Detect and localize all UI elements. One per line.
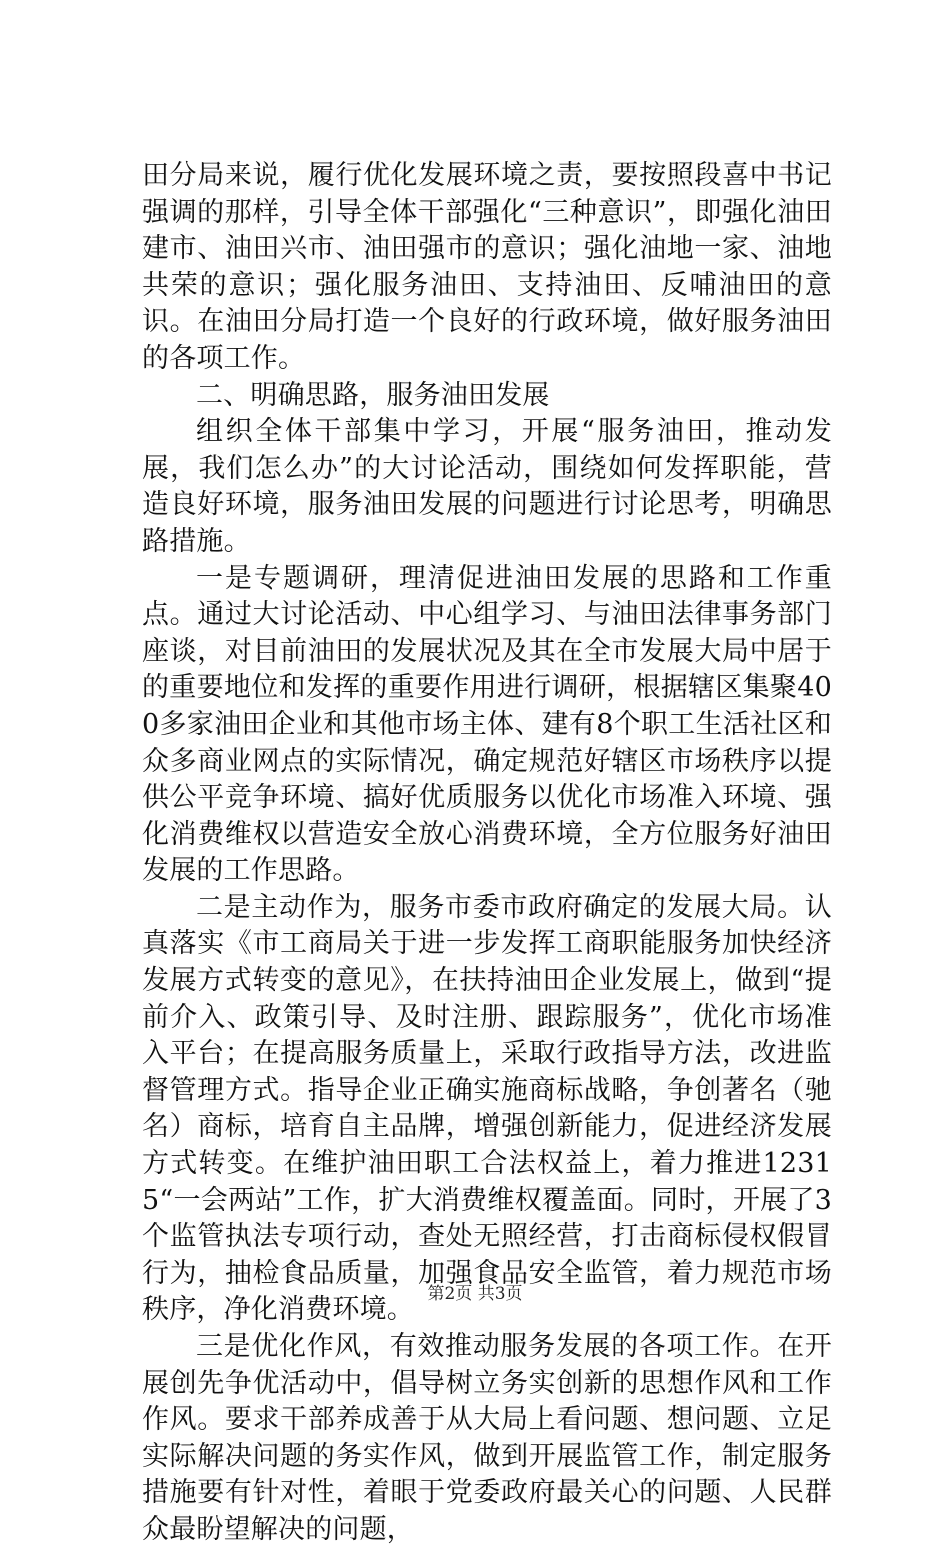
paragraph-3: 一是专题调研，理清促进油田发展的思路和工作重点。通过大讨论活动、中心组学习、与油田法律事务部门座谈，对目前油田的发展状况及其在全市发展大局中居于的重要地位和发挥的重要作用进行调研，根据辖区集聚400多家油田企业和其他市场主体、建有8个职工生活社区和众多商业网点的实际情况，确定规范好辖区市场秩序以提供公平竞争环境、搞好优质服务以优化市场准入环境、强化消费维权以营造安全放心消费环境，全方位服务好油田发展的工作思路。 (142, 562, 832, 887)
paragraph-1: 田分局来说，履行优化发展环境之责，要按照段喜中书记强调的那样，引导全体干部强化“三种意识”，即强化油田建市、油田兴市、油田强市的意识；强化油地一家、油地共荣的意识；强化服务油田、支持油田、反哺油田的意识。在油田分局打造一个良好的行政环境，做好服务油田的各项工作。 (142, 160, 832, 374)
document-body (142, 158, 832, 1549)
paragraph-5: 三是优化作风，有效推动服务发展的各项工作。在开展创先争优活动中，倡导树立务实创新的思想作风和工作作风。要求干部养成善于从大局上看问题、想问题、立足实际解决问题的务实作风，做到开展监管工作，制定服务措施要有针对性，着眼于党委政府最关心的问题、人民群众最盼望解决的问题， (142, 1331, 832, 1545)
paragraph-4: 二是主动作为，服务市委市政府确定的发展大局。认真落实《市工商局关于进一步发挥工商职能服务加快经济发展方式转变的意见》，在扶持油田企业发展上，做到“提前介入、政策引导、及时注册、跟踪服务”，优化市场准入平台；在提高服务质量上，采取行政指导方法，改进监督管理方式。指导企业正确实施商标战略，争创著名（驰名）商标，培育自主品牌，增强创新能力，促进经济发展方式转变。在维护油田职工合法权益上，着力推进12315“一会两站”工作，扩大消费维权覆盖面。同时，开展了3个监管执法专项行动，查处无照经营，打击商标侵权假冒行为，抽检食品质量，加强食品安全监管，着力规范市场秩序，净化消费环境。 (142, 891, 832, 1326)
paragraph-2: 组织全体干部集中学习，开展“服务油田，推动发展，我们怎么办”的大讨论活动，围绕如何发挥职能，营造良好环境，服务油田发展的问题进行讨论思考，明确思路措施。 (142, 416, 832, 557)
section-heading: 二、明确思路，服务油田发展 (196, 379, 550, 411)
page-footer: 第2页 共3页 (427, 1284, 523, 1304)
